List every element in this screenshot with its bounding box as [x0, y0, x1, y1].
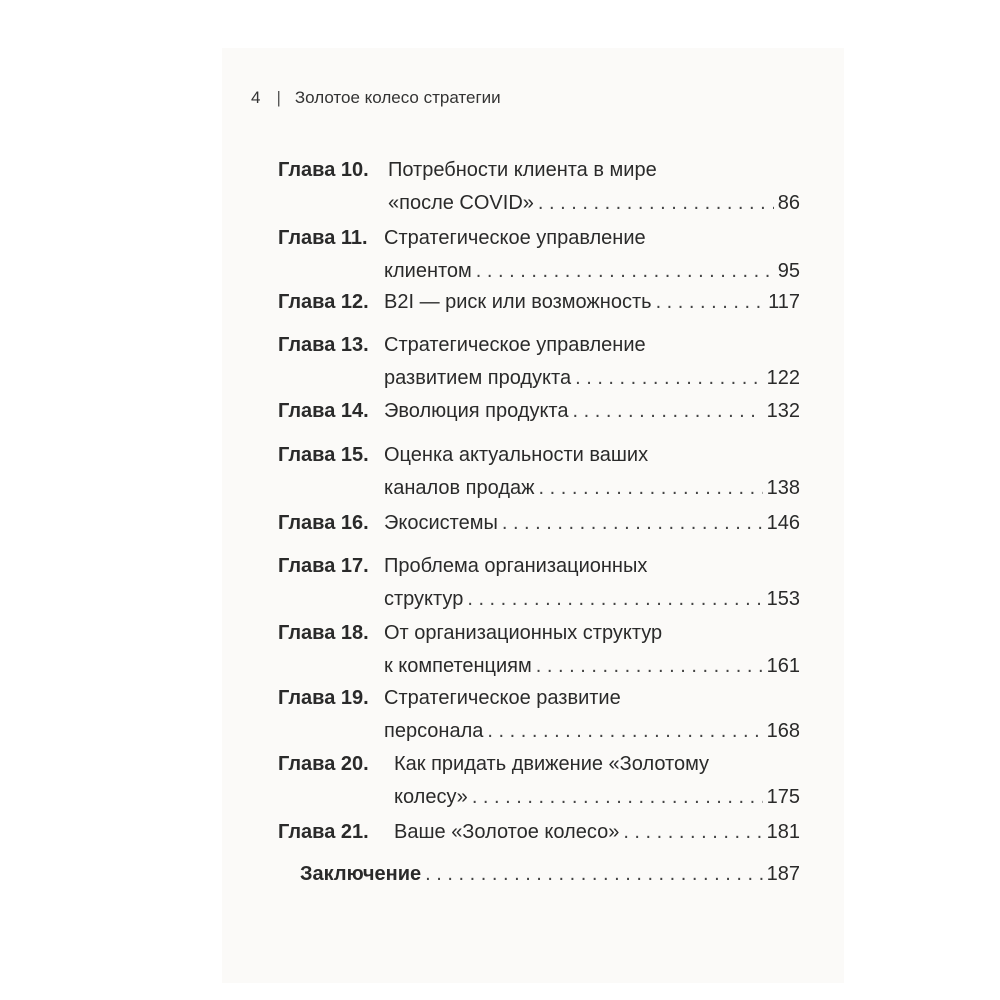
- page-ref: 138: [766, 477, 800, 499]
- chapter-title-continued: каналов продаж: [384, 477, 535, 499]
- page-ref: 181: [766, 821, 800, 843]
- chapter-label: Глава 14.: [278, 400, 369, 422]
- header-separator: |: [276, 88, 281, 107]
- dot-leader: [467, 587, 762, 611]
- chapter-label: Глава 15.: [278, 444, 369, 466]
- chapter-label: Глава 21.: [278, 821, 369, 843]
- page-ref: 168: [766, 720, 800, 742]
- page-ref: 95: [777, 260, 800, 282]
- page-ref: 117: [768, 291, 800, 313]
- page-ref: 86: [777, 192, 800, 214]
- chapter-title: Стратегическое управление: [384, 334, 646, 356]
- page-ref: 187: [766, 863, 800, 885]
- chapter-title-line2-row: [384, 587, 800, 611]
- chapter-label: Глава 19.: [278, 687, 369, 709]
- chapter-title-line2-row: [384, 366, 800, 390]
- dot-leader: [472, 785, 763, 809]
- chapter-title-continued: клиентом: [384, 260, 472, 282]
- dot-leader: [536, 654, 763, 678]
- chapter-title: Оценка актуальности ваших: [384, 444, 649, 466]
- chapter-label: Глава 17.: [278, 555, 369, 577]
- dot-leader: [575, 366, 763, 390]
- page-ref: 146: [766, 512, 800, 534]
- chapter-label: Глава 12.: [278, 291, 369, 313]
- chapter-title-line2-row: [384, 719, 800, 743]
- chapter-title-line2-row: [394, 785, 800, 809]
- chapter-label: Глава 18.: [278, 622, 369, 644]
- book-title: Золотое колесо стратегии: [294, 88, 501, 107]
- chapter-title-row: [394, 820, 800, 844]
- dot-leader: [539, 476, 763, 500]
- chapter-title-line2-row: [384, 476, 800, 500]
- chapter-title: Как придать движение «Золотому: [394, 753, 710, 775]
- dot-leader: [476, 259, 774, 283]
- conclusion-row: [300, 862, 800, 886]
- chapter-title: От организационных структур: [384, 622, 663, 644]
- chapter-title-continued: колесу»: [394, 786, 468, 808]
- chapter-title: Экосистемы: [384, 512, 498, 534]
- chapter-title-continued: структур: [384, 588, 464, 610]
- chapter-label: Глава 13.: [278, 334, 369, 356]
- chapter-title-line2-row: [388, 191, 800, 215]
- chapter-label: Глава 16.: [278, 512, 369, 534]
- chapter-title: Ваше «Золотое колесо»: [394, 821, 620, 843]
- chapter-title-row: [384, 511, 800, 535]
- page-ref: 161: [766, 655, 800, 677]
- chapter-title-row: [384, 290, 800, 314]
- chapter-title-line2-row: [384, 259, 800, 283]
- dot-leader: [425, 862, 762, 886]
- chapter-label: Глава 11.: [278, 227, 368, 249]
- page-ref: 132: [766, 400, 800, 422]
- chapter-title: Стратегическое управление: [384, 227, 646, 249]
- chapter-label: Глава 10.: [278, 159, 369, 181]
- page-number: 4: [251, 88, 261, 107]
- page-ref: 122: [766, 367, 800, 389]
- chapter-title: Стратегическое развитие: [384, 687, 621, 709]
- chapter-title: Проблема организационных: [384, 555, 648, 577]
- dot-leader: [487, 719, 762, 743]
- dot-leader: [572, 399, 762, 423]
- conclusion-label: Заключение: [300, 863, 422, 885]
- dot-leader: [623, 820, 762, 844]
- chapter-title-continued: «после COVID»: [388, 192, 534, 214]
- chapter-title-line2-row: [384, 654, 800, 678]
- chapter-title: Эволюция продукта: [384, 400, 569, 422]
- dot-leader: [502, 511, 763, 535]
- chapter-title: Потребности клиента в мире: [388, 159, 657, 181]
- page-ref: 175: [766, 786, 800, 808]
- page-ref: 153: [766, 588, 800, 610]
- chapter-title-continued: развитием продукта: [384, 367, 572, 389]
- chapter-title-continued: персонала: [384, 720, 484, 742]
- chapter-title-continued: к компетенциям: [384, 655, 532, 677]
- chapter-title: B2I — риск или возможность: [384, 291, 652, 313]
- dot-leader: [538, 191, 774, 215]
- dot-leader: [656, 290, 765, 314]
- chapter-label: Глава 20.: [278, 753, 369, 775]
- chapter-title-row: [384, 399, 800, 423]
